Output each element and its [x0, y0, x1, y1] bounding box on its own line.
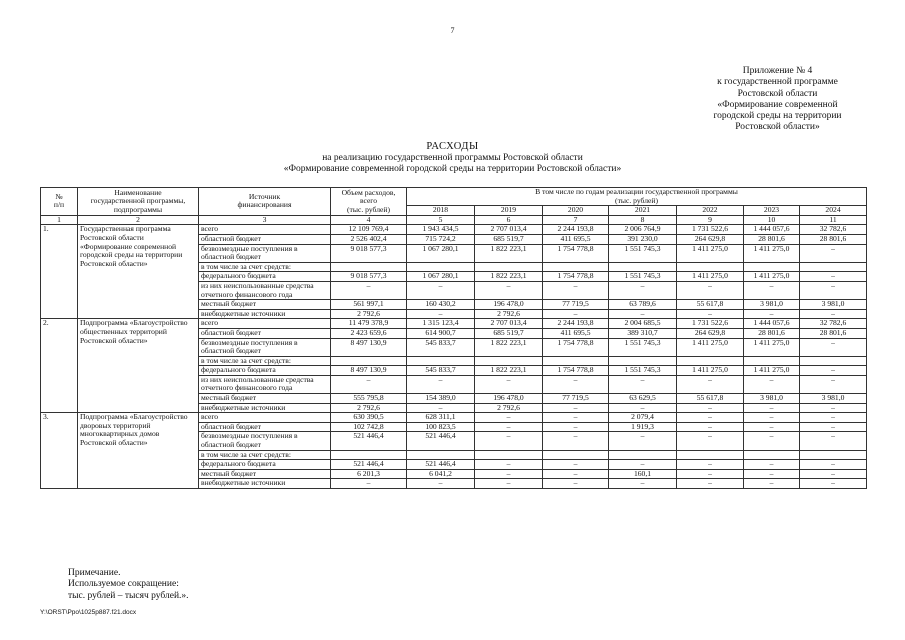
year-value: 63 789,6 — [609, 300, 677, 310]
table-row — [41, 225, 867, 235]
year-value: 1 822 223,1 — [475, 338, 543, 356]
year-value: – — [800, 422, 867, 432]
table-row — [41, 413, 867, 423]
year-value — [800, 356, 867, 366]
year-value: 1 551 745,3 — [609, 338, 677, 356]
header-year: 2021 — [609, 206, 677, 216]
column-number-row — [41, 215, 867, 225]
funding-source: федерального бюджета — [199, 272, 331, 282]
year-value — [609, 262, 677, 272]
year-value: 1 067 280,1 — [407, 272, 475, 282]
total-value: 11 479 378,9 — [331, 319, 407, 329]
total-value: 8 497 130,9 — [331, 366, 407, 376]
header-year: 2019 — [475, 206, 543, 216]
year-value: 2 707 013,4 — [475, 319, 543, 329]
total-value: 9 018 577,3 — [331, 244, 407, 262]
year-value: 389 310,7 — [609, 328, 677, 338]
year-value: 1 411 275,0 — [744, 338, 800, 356]
funding-source: в том числе за счет средств: — [199, 262, 331, 272]
column-number: 4 — [331, 215, 407, 225]
note-block — [68, 568, 189, 602]
year-value — [543, 450, 609, 460]
year-value: – — [543, 403, 609, 413]
note-abbreviation: тыс. рублей – тысяч рублей.». — [68, 590, 189, 601]
year-value: 1 411 275,0 — [744, 272, 800, 282]
year-value: – — [475, 281, 543, 299]
total-value: 521 446,4 — [331, 460, 407, 470]
appendix-line: городской среды на территории — [713, 111, 842, 122]
funding-source: всего — [199, 319, 331, 329]
year-value: 28 801,6 — [800, 328, 867, 338]
year-value: 1 822 223,1 — [475, 366, 543, 376]
year-value: – — [800, 309, 867, 319]
year-value: – — [800, 460, 867, 470]
year-value: – — [407, 479, 475, 489]
funding-source: областной бюджет — [199, 422, 331, 432]
year-value: – — [744, 432, 800, 450]
year-value: 264 629,8 — [677, 328, 744, 338]
note-abbreviation-title: Используемое сокращение: — [68, 579, 179, 590]
year-value — [800, 450, 867, 460]
funding-source: областной бюджет — [199, 328, 331, 338]
total-value — [331, 262, 407, 272]
year-value: – — [800, 338, 867, 356]
year-value: 160 430,2 — [407, 300, 475, 310]
total-value: 102 742,8 — [331, 422, 407, 432]
year-value — [407, 262, 475, 272]
year-value — [543, 262, 609, 272]
year-value: 160,1 — [609, 469, 677, 479]
file-path: Y:\ORST\Ppo\1025p887.f21.docx — [40, 609, 137, 616]
year-value: 28 801,6 — [744, 234, 800, 244]
year-value: – — [800, 469, 867, 479]
year-value: – — [744, 281, 800, 299]
year-value: 545 833,7 — [407, 338, 475, 356]
total-value: 521 446,4 — [331, 432, 407, 450]
year-value: – — [407, 375, 475, 393]
column-number: 1 — [41, 215, 78, 225]
year-value: 1 754 778,8 — [543, 366, 609, 376]
funding-source: федерального бюджета — [199, 460, 331, 470]
year-value: – — [800, 375, 867, 393]
funding-source: безвозмездные поступления в областной бюджет — [199, 244, 331, 262]
year-value: – — [744, 403, 800, 413]
year-value: – — [744, 375, 800, 393]
year-value: 3 981,0 — [744, 300, 800, 310]
total-value: 2 792,6 — [331, 309, 407, 319]
year-value: 3 981,0 — [800, 300, 867, 310]
column-number: 2 — [78, 215, 199, 225]
year-value: 55 617,8 — [677, 300, 744, 310]
year-value: – — [407, 281, 475, 299]
expenses-table — [40, 187, 867, 489]
year-value: 2 792,6 — [475, 309, 543, 319]
section-number: 1. — [41, 225, 78, 319]
year-value: – — [677, 469, 744, 479]
funding-source: местный бюджет — [199, 469, 331, 479]
year-value: – — [800, 403, 867, 413]
total-value: – — [331, 281, 407, 299]
year-value: 2 244 193,8 — [543, 225, 609, 235]
year-value — [800, 262, 867, 272]
year-value: – — [744, 479, 800, 489]
year-value: 196 478,0 — [475, 394, 543, 404]
year-value: 391 230,0 — [609, 234, 677, 244]
header-year: 2018 — [407, 206, 475, 216]
year-value: 2 006 764,9 — [609, 225, 677, 235]
year-value: 1 411 275,0 — [677, 244, 744, 262]
funding-source: в том числе за счет средств: — [199, 356, 331, 366]
total-value: 12 109 769,4 — [331, 225, 407, 235]
year-value: – — [744, 422, 800, 432]
year-value: 521 446,4 — [407, 460, 475, 470]
year-value: – — [475, 432, 543, 450]
year-value: 196 478,0 — [475, 300, 543, 310]
year-value: – — [543, 469, 609, 479]
column-number: 3 — [199, 215, 331, 225]
year-value: 1 551 745,3 — [609, 366, 677, 376]
header-year: 2022 — [677, 206, 744, 216]
funding-source: местный бюджет — [199, 300, 331, 310]
year-value: 614 900,7 — [407, 328, 475, 338]
year-value: 628 311,1 — [407, 413, 475, 423]
title-line-1: РАСХОДЫ — [426, 141, 479, 152]
year-value: 1 067 280,1 — [407, 244, 475, 262]
column-number: 10 — [744, 215, 800, 225]
year-value: – — [800, 366, 867, 376]
header-row — [41, 188, 867, 206]
appendix-header — [690, 66, 865, 134]
year-value: – — [475, 413, 543, 423]
header-name: Наименование государственной программы, подпрограммы — [78, 188, 199, 216]
year-value: 685 519,7 — [475, 234, 543, 244]
funding-source: внебюджетные источники — [199, 403, 331, 413]
column-number: 5 — [407, 215, 475, 225]
year-value: – — [543, 422, 609, 432]
year-value: – — [677, 309, 744, 319]
year-value — [609, 356, 677, 366]
year-value — [744, 262, 800, 272]
year-value: – — [609, 375, 677, 393]
table-row — [41, 319, 867, 329]
header-year: 2020 — [543, 206, 609, 216]
year-value: 1 731 522,6 — [677, 225, 744, 235]
header-num: № п/п — [41, 188, 78, 216]
year-value: – — [677, 375, 744, 393]
year-value: 100 823,5 — [407, 422, 475, 432]
header-year: 2024 — [800, 206, 867, 216]
year-value: 1 411 275,0 — [677, 338, 744, 356]
year-value — [677, 262, 744, 272]
funding-source: из них неиспользованные средства отчетного финансового года — [199, 281, 331, 299]
year-value: – — [543, 413, 609, 423]
total-value — [331, 356, 407, 366]
page-number: 7 — [450, 26, 455, 35]
year-value: – — [609, 403, 677, 413]
year-value — [475, 356, 543, 366]
total-value: – — [331, 479, 407, 489]
year-value: – — [475, 422, 543, 432]
year-value: – — [677, 479, 744, 489]
year-value: 6 041,2 — [407, 469, 475, 479]
year-value — [475, 450, 543, 460]
year-value: – — [677, 432, 744, 450]
year-value: 2 707 013,4 — [475, 225, 543, 235]
header-year: 2023 — [744, 206, 800, 216]
year-value: – — [800, 479, 867, 489]
year-value — [744, 450, 800, 460]
column-number: 8 — [609, 215, 677, 225]
year-value: 264 629,8 — [677, 234, 744, 244]
funding-source: всего — [199, 225, 331, 235]
year-value: 685 519,7 — [475, 328, 543, 338]
year-value: 1 754 778,8 — [543, 244, 609, 262]
year-value — [677, 450, 744, 460]
year-value: 1 411 275,0 — [744, 366, 800, 376]
year-value: – — [677, 413, 744, 423]
year-value: – — [475, 469, 543, 479]
year-value: 28 801,6 — [800, 234, 867, 244]
year-value: 545 833,7 — [407, 366, 475, 376]
year-value: – — [744, 469, 800, 479]
year-value: 3 981,0 — [800, 394, 867, 404]
year-value: 1 943 434,5 — [407, 225, 475, 235]
year-value: 1 411 275,0 — [677, 366, 744, 376]
year-value: – — [543, 375, 609, 393]
year-value: – — [543, 432, 609, 450]
appendix-line: к государственной программе — [717, 77, 838, 88]
funding-source: областной бюджет — [199, 234, 331, 244]
funding-source: внебюджетные источники — [199, 479, 331, 489]
section-name: Подпрограмма «Благоустройство общественных территорий Ростовской области» — [78, 319, 199, 413]
year-value — [407, 356, 475, 366]
section-number: 2. — [41, 319, 78, 413]
total-value: 2 792,6 — [331, 403, 407, 413]
section-name: Подпрограмма «Благоустройство дворовых территорий многоквартирных домов Ростовской области» — [78, 413, 199, 489]
year-value: – — [677, 422, 744, 432]
year-value: – — [609, 309, 677, 319]
funding-source: безвозмездные поступления в областной бюджет — [199, 338, 331, 356]
year-value: 1 754 778,8 — [543, 338, 609, 356]
title-line-3: «Формирование современной городской среды на территории Ростовской области» — [283, 164, 622, 174]
year-value: 411 695,5 — [543, 234, 609, 244]
year-value — [543, 356, 609, 366]
year-value: 411 695,5 — [543, 328, 609, 338]
year-value: 55 617,8 — [677, 394, 744, 404]
year-value: 1 551 745,3 — [609, 244, 677, 262]
year-value: 32 782,6 — [800, 225, 867, 235]
year-value: – — [609, 432, 677, 450]
total-value: 2 526 402,4 — [331, 234, 407, 244]
year-value: 1 411 275,0 — [677, 272, 744, 282]
total-value: 630 390,5 — [331, 413, 407, 423]
year-value: – — [475, 479, 543, 489]
section-number: 3. — [41, 413, 78, 489]
year-value: 1 444 057,6 — [744, 319, 800, 329]
year-value — [677, 356, 744, 366]
column-number: 7 — [543, 215, 609, 225]
year-value: 154 389,0 — [407, 394, 475, 404]
year-value: – — [475, 375, 543, 393]
year-value: – — [475, 460, 543, 470]
year-value: 32 782,6 — [800, 319, 867, 329]
year-value: – — [407, 309, 475, 319]
total-value: 561 997,1 — [331, 300, 407, 310]
title-line-2: на реализацию государственной программы Ростовской области — [322, 153, 583, 163]
total-value — [331, 450, 407, 460]
year-value: 77 719,5 — [543, 394, 609, 404]
funding-source: всего — [199, 413, 331, 423]
year-value: 1 731 522,6 — [677, 319, 744, 329]
year-value — [407, 450, 475, 460]
year-value — [609, 450, 677, 460]
year-value: 1 822 223,1 — [475, 244, 543, 262]
year-value: 28 801,6 — [744, 328, 800, 338]
year-value: – — [677, 281, 744, 299]
year-value: 1 411 275,0 — [744, 244, 800, 262]
funding-source: в том числе за счет средств: — [199, 450, 331, 460]
column-number: 11 — [800, 215, 867, 225]
funding-source: безвозмездные поступления в областной бюджет — [199, 432, 331, 450]
total-value: 8 497 130,9 — [331, 338, 407, 356]
total-value: 9 018 577,3 — [331, 272, 407, 282]
header-years-group: В том числе по годам реализации государственной программы (тыс. рублей) — [407, 188, 867, 206]
year-value: – — [677, 460, 744, 470]
appendix-line: «Формирование современной — [717, 99, 838, 110]
year-value: – — [744, 413, 800, 423]
year-value: – — [543, 460, 609, 470]
year-value: 1 315 123,4 — [407, 319, 475, 329]
year-value — [744, 356, 800, 366]
funding-source: из них неиспользованные средства отчетного финансового года — [199, 375, 331, 393]
year-value: 77 719,5 — [543, 300, 609, 310]
appendix-line: Ростовской области — [737, 88, 818, 99]
year-value: 1 551 745,3 — [609, 272, 677, 282]
year-value: 63 629,5 — [609, 394, 677, 404]
year-value: – — [677, 403, 744, 413]
header-source: Источник финансирования — [199, 188, 331, 216]
section-name: Государственная программа Ростовской области «Формирование современной городской среды на территории Ростовской области» — [78, 225, 199, 319]
year-value: 2 079,4 — [609, 413, 677, 423]
year-value: 521 446,4 — [407, 432, 475, 450]
column-number: 6 — [475, 215, 543, 225]
year-value: – — [800, 272, 867, 282]
year-value: 1 919,3 — [609, 422, 677, 432]
year-value: 2 004 685,5 — [609, 319, 677, 329]
appendix-line: Приложение № 4 — [742, 66, 813, 76]
year-value: – — [800, 244, 867, 262]
year-value: 2 792,6 — [475, 403, 543, 413]
year-value: 2 244 193,8 — [543, 319, 609, 329]
year-value: – — [744, 460, 800, 470]
year-value: – — [543, 309, 609, 319]
funding-source: местный бюджет — [199, 394, 331, 404]
year-value: – — [609, 479, 677, 489]
year-value: – — [543, 479, 609, 489]
total-value: 6 201,3 — [331, 469, 407, 479]
year-value: – — [609, 460, 677, 470]
year-value: 3 981,0 — [744, 394, 800, 404]
year-value: – — [800, 413, 867, 423]
funding-source: федерального бюджета — [199, 366, 331, 376]
year-value: – — [800, 281, 867, 299]
total-value: 2 423 659,6 — [331, 328, 407, 338]
year-value: 1 754 778,8 — [543, 272, 609, 282]
year-value: – — [407, 403, 475, 413]
total-value: 555 795,8 — [331, 394, 407, 404]
header-total: Объем расходов, всего (тыс. рублей) — [331, 188, 407, 216]
year-value — [475, 262, 543, 272]
year-value: 1 444 057,6 — [744, 225, 800, 235]
year-value: 715 724,2 — [407, 234, 475, 244]
year-value: – — [609, 281, 677, 299]
year-value: – — [744, 309, 800, 319]
appendix-line: Ростовской области» — [735, 122, 820, 133]
funding-source: внебюджетные источники — [199, 309, 331, 319]
year-value: – — [543, 281, 609, 299]
year-value: 1 822 223,1 — [475, 272, 543, 282]
column-number: 9 — [677, 215, 744, 225]
total-value: – — [331, 375, 407, 393]
note-title: Примечание. — [68, 568, 121, 578]
document-title — [0, 141, 905, 175]
year-value: – — [800, 432, 867, 450]
